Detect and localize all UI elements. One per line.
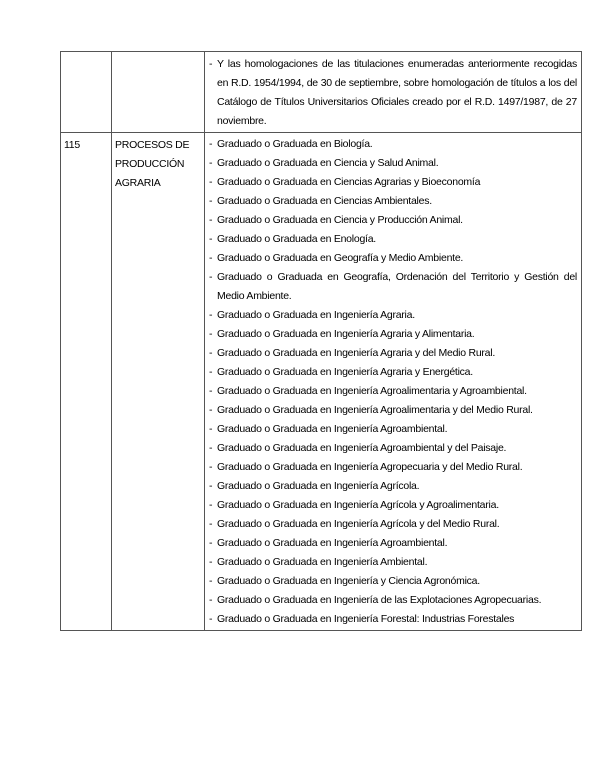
list-item-text: Graduado o Graduada en Geografía, Ordenación del Territorio y Gestión del Medio Ambiente. (217, 271, 577, 302)
list-item-text: Graduado o Graduada en Ciencia y Producción Animal. (217, 214, 463, 226)
list-item (207, 173, 577, 192)
list-item-text: Graduado o Graduada en Ingeniería Ambiental. (217, 556, 428, 568)
list-item (207, 515, 577, 534)
list-item-text: Graduado o Graduada en Geografía y Medio Ambiente. (217, 252, 464, 264)
list-item (207, 572, 577, 591)
bullet-dash: - (209, 518, 213, 530)
list-item-text: Graduado o Graduada en Ingeniería Agroambiental. (217, 423, 448, 435)
list-item (207, 591, 577, 610)
list-item-text: Graduado o Graduada en Ingeniería Agraria y Alimentaria. (217, 328, 475, 340)
bullet-dash: - (209, 347, 213, 359)
bullet-dash: - (209, 423, 213, 435)
table-row-115 (61, 133, 582, 631)
list-item (207, 458, 577, 477)
list-item-text: Graduado o Graduada en Ingeniería Agroalimentaria y Agroambiental. (217, 385, 527, 397)
list-item-text: Y las homologaciones de las titulaciones enumeradas anteriormente recogidas en R.D. 1954/1994, de 30 de septiembre, sobre homologación de títulos a los del Catálogo de Títulos Universitarios Oficiales creado por el R.D. 1497/1987, de 27 noviembre. (217, 58, 577, 127)
list-item (207, 192, 577, 211)
list-item-text: Graduado o Graduada en Ingeniería y Ciencia Agronómica. (217, 575, 480, 587)
bullet-dash: - (209, 309, 213, 321)
bullet-dash: - (209, 442, 213, 454)
list-item (207, 553, 577, 572)
list-item-text: Graduado o Graduada en Ingeniería Agrícola y Agroalimentaria. (217, 499, 499, 511)
table-row-continuation (61, 52, 582, 133)
bullet-dash: - (209, 575, 213, 587)
name-cell: PROCESOS DE PRODUCCIÓN AGRARIA (112, 133, 205, 631)
bullet-dash: - (209, 613, 213, 625)
list-item-text: Graduado o Graduada en Ciencias Ambientales. (217, 195, 432, 207)
bullet-dash: - (209, 499, 213, 511)
list-item (207, 439, 577, 458)
qualifications-cell (205, 52, 582, 133)
list-item (207, 325, 577, 344)
bullet-dash: - (209, 366, 213, 378)
list-item-text: Graduado o Graduada en Ingeniería Agraria y del Medio Rural. (217, 347, 496, 359)
list-item-text: Graduado o Graduada en Ciencia y Salud Animal. (217, 157, 439, 169)
list-item (207, 306, 577, 325)
bullet-dash: - (209, 480, 213, 492)
code-cell (61, 52, 112, 133)
list-item-text: Graduado o Graduada en Ingeniería de las Explotaciones Agropecuarias. (217, 594, 542, 606)
bullet-dash: - (209, 461, 213, 473)
bullet-dash: - (209, 157, 213, 169)
list-item-text: Graduado o Graduada en Ingeniería Agrícola. (217, 480, 420, 492)
bullet-dash: - (209, 385, 213, 397)
bullet-dash: - (209, 214, 213, 226)
qualifications-table (60, 51, 582, 631)
list-item-text: Graduado o Graduada en Ingeniería Agrícola y del Medio Rural. (217, 518, 500, 530)
list-item-text: Graduado o Graduada en Ingeniería Agropecuaria y del Medio Rural. (217, 461, 523, 473)
qualifications-list (207, 135, 577, 629)
qualifications-cell (205, 133, 582, 631)
bullet-dash: - (209, 404, 213, 416)
list-item (207, 382, 577, 401)
list-item (207, 420, 577, 439)
bullet-dash: - (209, 252, 213, 264)
list-item-text: Graduado o Graduada en Ingeniería Agroambiental y del Paisaje. (217, 442, 507, 454)
bullet-dash: - (209, 594, 213, 606)
list-item-text: Graduado o Graduada en Ingeniería Agroalimentaria y del Medio Rural. (217, 404, 533, 416)
list-item-text: Graduado o Graduada en Enología. (217, 233, 376, 245)
list-item (207, 363, 577, 382)
list-item (207, 401, 577, 420)
list-item (207, 534, 577, 553)
bullet-dash: - (209, 328, 213, 340)
bullet-dash: - (209, 195, 213, 207)
list-item-text: Graduado o Graduada en Ingeniería Forestal: Industrias Forestales (217, 613, 515, 625)
bullet-dash: - (209, 271, 213, 283)
list-item (207, 230, 577, 249)
list-item-text: Graduado o Graduada en Biología. (217, 138, 373, 150)
list-item (207, 477, 577, 496)
bullet-dash: - (209, 176, 213, 188)
bullet-dash: - (209, 537, 213, 549)
bullet-dash: - (209, 233, 213, 245)
list-item-text: Graduado o Graduada en Ingeniería Agraria. (217, 309, 415, 321)
bullet-dash: - (209, 556, 213, 568)
bullet-dash: - (209, 58, 213, 70)
list-item-text: Graduado o Graduada en Ingeniería Agraria y Energética. (217, 366, 473, 378)
list-item (207, 55, 577, 131)
list-item (207, 344, 577, 363)
list-item (207, 211, 577, 230)
list-item (207, 249, 577, 268)
bullet-dash: - (209, 138, 213, 150)
list-item (207, 610, 577, 629)
list-item (207, 496, 577, 515)
code-cell: 115 (61, 133, 112, 631)
qualifications-list (207, 55, 577, 131)
list-item-text: Graduado o Graduada en Ingeniería Agroambiental. (217, 537, 448, 549)
name-cell (112, 52, 205, 133)
list-item (207, 268, 577, 306)
list-item-text: Graduado o Graduada en Ciencias Agrarias y Bioeconomía (217, 176, 481, 188)
list-item (207, 135, 577, 154)
list-item (207, 154, 577, 173)
